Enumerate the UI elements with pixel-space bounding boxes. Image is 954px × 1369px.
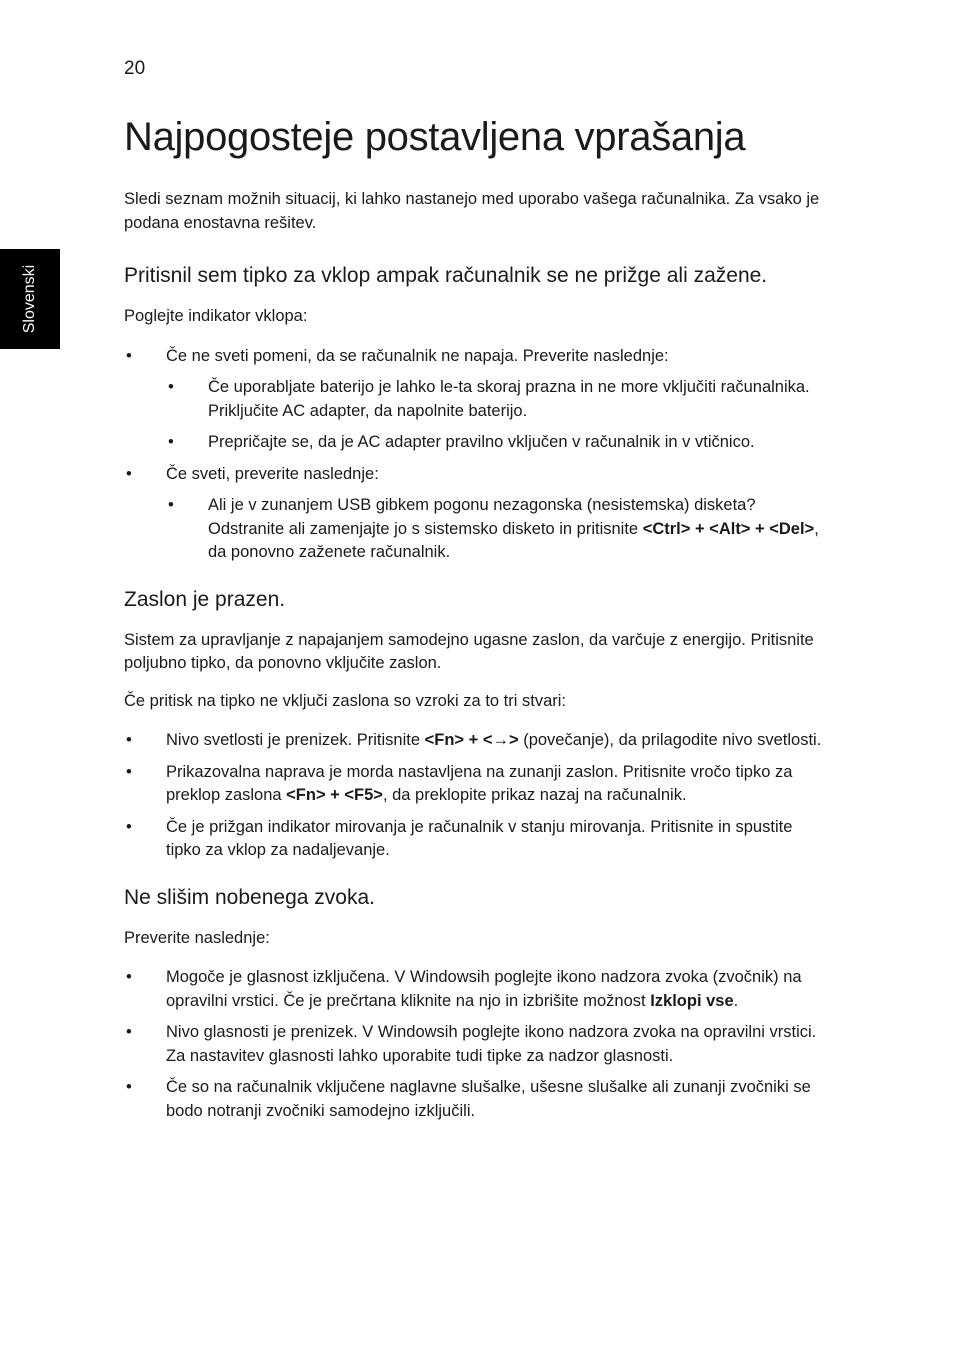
- language-side-tab: [0, 249, 60, 349]
- section-heading-power: Pritisnil sem tipko za vklop ampak računalnik se ne prižge ali zažene.: [124, 264, 768, 287]
- list-item: • Prepričajte se, da je AC adapter pravilno vključen v računalnik in v vtičnico.: [166, 431, 824, 455]
- bullet-icon: •: [126, 762, 132, 781]
- bullet-icon: •: [126, 1078, 132, 1096]
- power-lead: Poglejte indikator vklopa:: [124, 307, 308, 325]
- page-number: 20: [124, 58, 146, 79]
- intro-paragraph: Sledi seznam možnih situacij, ki lahko nastanejo med uporabo vašega računalnika. Za vsako je podana enostavna rešitev.: [124, 190, 820, 232]
- list-item: • Če uporabljate baterijo je lahko le-ta skoraj prazna in ne more vključiti računalnika. Priključite AC adapter, da napolnite baterijo.: [168, 378, 810, 420]
- key-combo: <Ctrl> + <Alt> + <Del>: [642, 519, 815, 538]
- bullet-icon: •: [126, 346, 132, 365]
- option-name: Izklopi vse: [650, 991, 734, 1010]
- list-item: • Če sveti, preverite naslednje: • Ali je v zunanjem USB gibkem pogonu nezagonska (nesistemska) disketa? Odstranite ali zamenjajte jo s sistemsko disketo in pritisnite <Ctrl> + <Alt> + <Del>, da ponovno zaženete računalnik.: [124, 463, 824, 565]
- bullet-icon: •: [126, 731, 132, 749]
- list-item: • Če ne sveti pomeni, da se računalnik ne napaja. Preverite naslednje: • Če uporabljate baterijo je lahko le-ta skoraj prazna in ne more vključiti računalnika. Priključite AC adapter, da napolnite baterijo. • Prepričajte se, da je AC adapter pravilno vključen v računalnik in v vtičnico.: [124, 345, 824, 455]
- power-sublist-1: [166, 376, 824, 455]
- screen-list: [124, 729, 824, 863]
- list-item: • Ali je v zunanjem USB gibkem pogonu nezagonska (nesistemska) disketa? Odstranite ali zamenjajte jo s sistemsko disketo in pritisnite <Ctrl> + <Alt> + <Del>, da ponovno zaženete računalnik.: [168, 496, 819, 561]
- sound-lead: Preverite naslednje:: [124, 928, 270, 947]
- bullet-icon: •: [126, 968, 132, 986]
- key-combo: <Fn> + <F5>: [286, 786, 383, 804]
- list-item: • Če je prižgan indikator mirovanja je računalnik v stanju mirovanja. Pritisnite in spustite tipko za vklop za nadaljevanje.: [126, 817, 793, 859]
- sound-list: [124, 966, 824, 1123]
- screen-para-1: Sistem za upravljanje z napajanjem samodejno ugasne zaslon, da varčuje z energijo. Pritisnite poljubno tipko, da ponovno vključite zaslon.: [124, 630, 814, 672]
- key-combo: <Fn> + <→>: [424, 731, 519, 749]
- bullet-icon: •: [126, 1023, 132, 1041]
- bullet-icon: •: [168, 378, 174, 396]
- language-label: Slovenski: [21, 264, 39, 334]
- section-heading-screen: Zaslon je prazen.: [124, 587, 286, 611]
- list-item: • Če so na računalnik vključene naglavne slušalke, ušesne slušalke ali zunanji zvočniki se bodo notranji zvočniki samodejno izključili.: [126, 1078, 811, 1120]
- bullet-icon: •: [168, 496, 174, 514]
- power-list: [124, 345, 824, 565]
- list-item: • Nivo glasnosti je prenizek. V Windowsih poglejte ikono nadzora zvoka na opravilni vrstici. Za nastavitev glasnosti lahko uporabite tudi tipke za nadzor glasnosti.: [126, 1023, 817, 1065]
- screen-para-2: Če pritisk na tipko ne vključi zaslona so vzroki za to tri stvari:: [124, 691, 566, 710]
- list-item: • Mogoče je glasnost izključena. V Windowsih poglejte ikono nadzora zvoka (zvočnik) na opravilni vrstici. Če je prečrtana kliknite na njo in izbrišite možnost Izklopi vse.: [126, 968, 802, 1010]
- page-title: Najpogosteje postavljena vprašanja: [124, 115, 746, 159]
- bullet-icon: •: [126, 464, 132, 483]
- list-item: • Prikazovalna naprava je morda nastavljena na zunanji zaslon. Pritisnite vročo tipko za preklop zaslona <Fn> + <F5>, da preklopite prikaz nazaj na računalnik.: [126, 762, 793, 804]
- bullet-icon: •: [126, 817, 132, 836]
- section-heading-sound: Ne slišim nobenega zvoka.: [124, 885, 375, 909]
- main-content: [124, 112, 824, 1131]
- list-item: • Nivo svetlosti je prenizek. Pritisnite <Fn> + <→> (povečanje), da prilagodite nivo svetlosti.: [124, 729, 824, 753]
- power-sublist-2: [166, 494, 824, 565]
- bullet-icon: •: [168, 433, 174, 451]
